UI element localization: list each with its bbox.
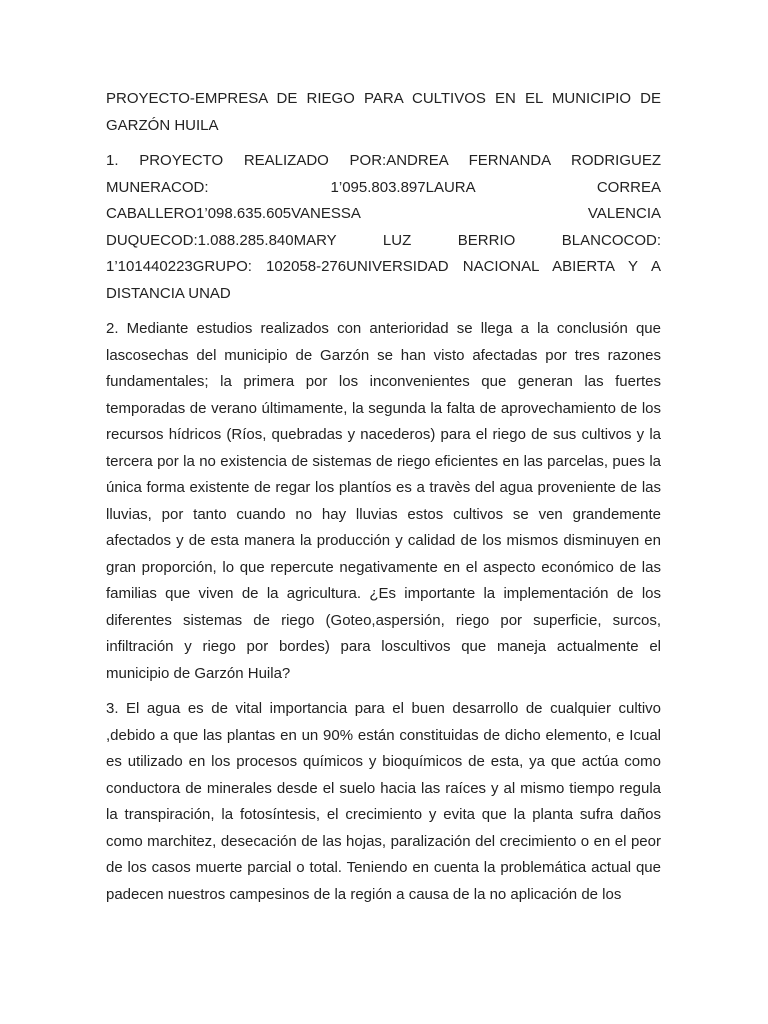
document-title: PROYECTO-EMPRESA DE RIEGO PARA CULTIVOS EN EL MUNICIPIO DE GARZÓN HUILA: [106, 90, 661, 134]
paragraph-1: 1. PROYECTO REALIZADO POR:ANDREA FERNANDA RODRIGUEZ MUNERACOD: 1’095.803.897LAURA CORREA CABALLERO1’098.635.605VANESSA VALENCIA DUQUECOD:1.088.285.840MARY LUZ BERRIO BLANCOCOD: 1’101440223GRUPO: 102058-276UNIVERSIDAD NACIONAL ABIERTA Y A DISTANCIA UNAD: [106, 152, 661, 302]
paragraph-2: 2. Mediante estudios realizados con anterioridad se llega a la conclusión que lascosechas del municipio de Garzón se han visto afectadas por tres razones fundamentales; la primera por los inconvenientes que generan las fuertes temporadas de verano últimamente, la segunda la falta de aprovechamiento de los recursos hídricos (Ríos, quebradas y nacederos) para el riego de sus cultivos y la tercera por la no existencia de sistemas de riego eficientes en las parcelas, pues la única forma existente de regar los plantíos es a travès del agua proveniente de las lluvias, por tanto cuando no hay lluvias estos cultivos se ven grandemente afectados y de esta manera la producción y calidad de los mismos disminuyen en gran proporción, lo que repercute negativamente en el aspecto económico de las familias que viven de la agricultura. ¿Es importante la implementación de los diferentes sistemas de riego (Goteo,aspersión, riego por superficie, surcos, infiltración y riego por bordes) para loscultivos que maneja actualmente el municipio de Garzón Huila?: [106, 320, 661, 682]
paragraph-3: 3. El agua es de vital importancia para el buen desarrollo de cualquier cultivo ,debido a que las plantas en un 90% están constituidas de dicho elemento, e Icual es utilizado en los procesos químicos y bioquímicos de esta, ya que actúa como conductora de minerales desde el suelo hacia las raíces y al mismo tiempo regula la transpiración, la fotosíntesis, el crecimiento y evita que la planta sufra daños como marchitez, desecación de las hojas, paralización del crecimiento o en el peor de los casos muerte parcial o total. Teniendo en cuenta la problemática actual que padecen nuestros campesinos de la región a causa de la no aplicación de los: [106, 700, 661, 903]
document-page: [106, 86, 661, 917]
